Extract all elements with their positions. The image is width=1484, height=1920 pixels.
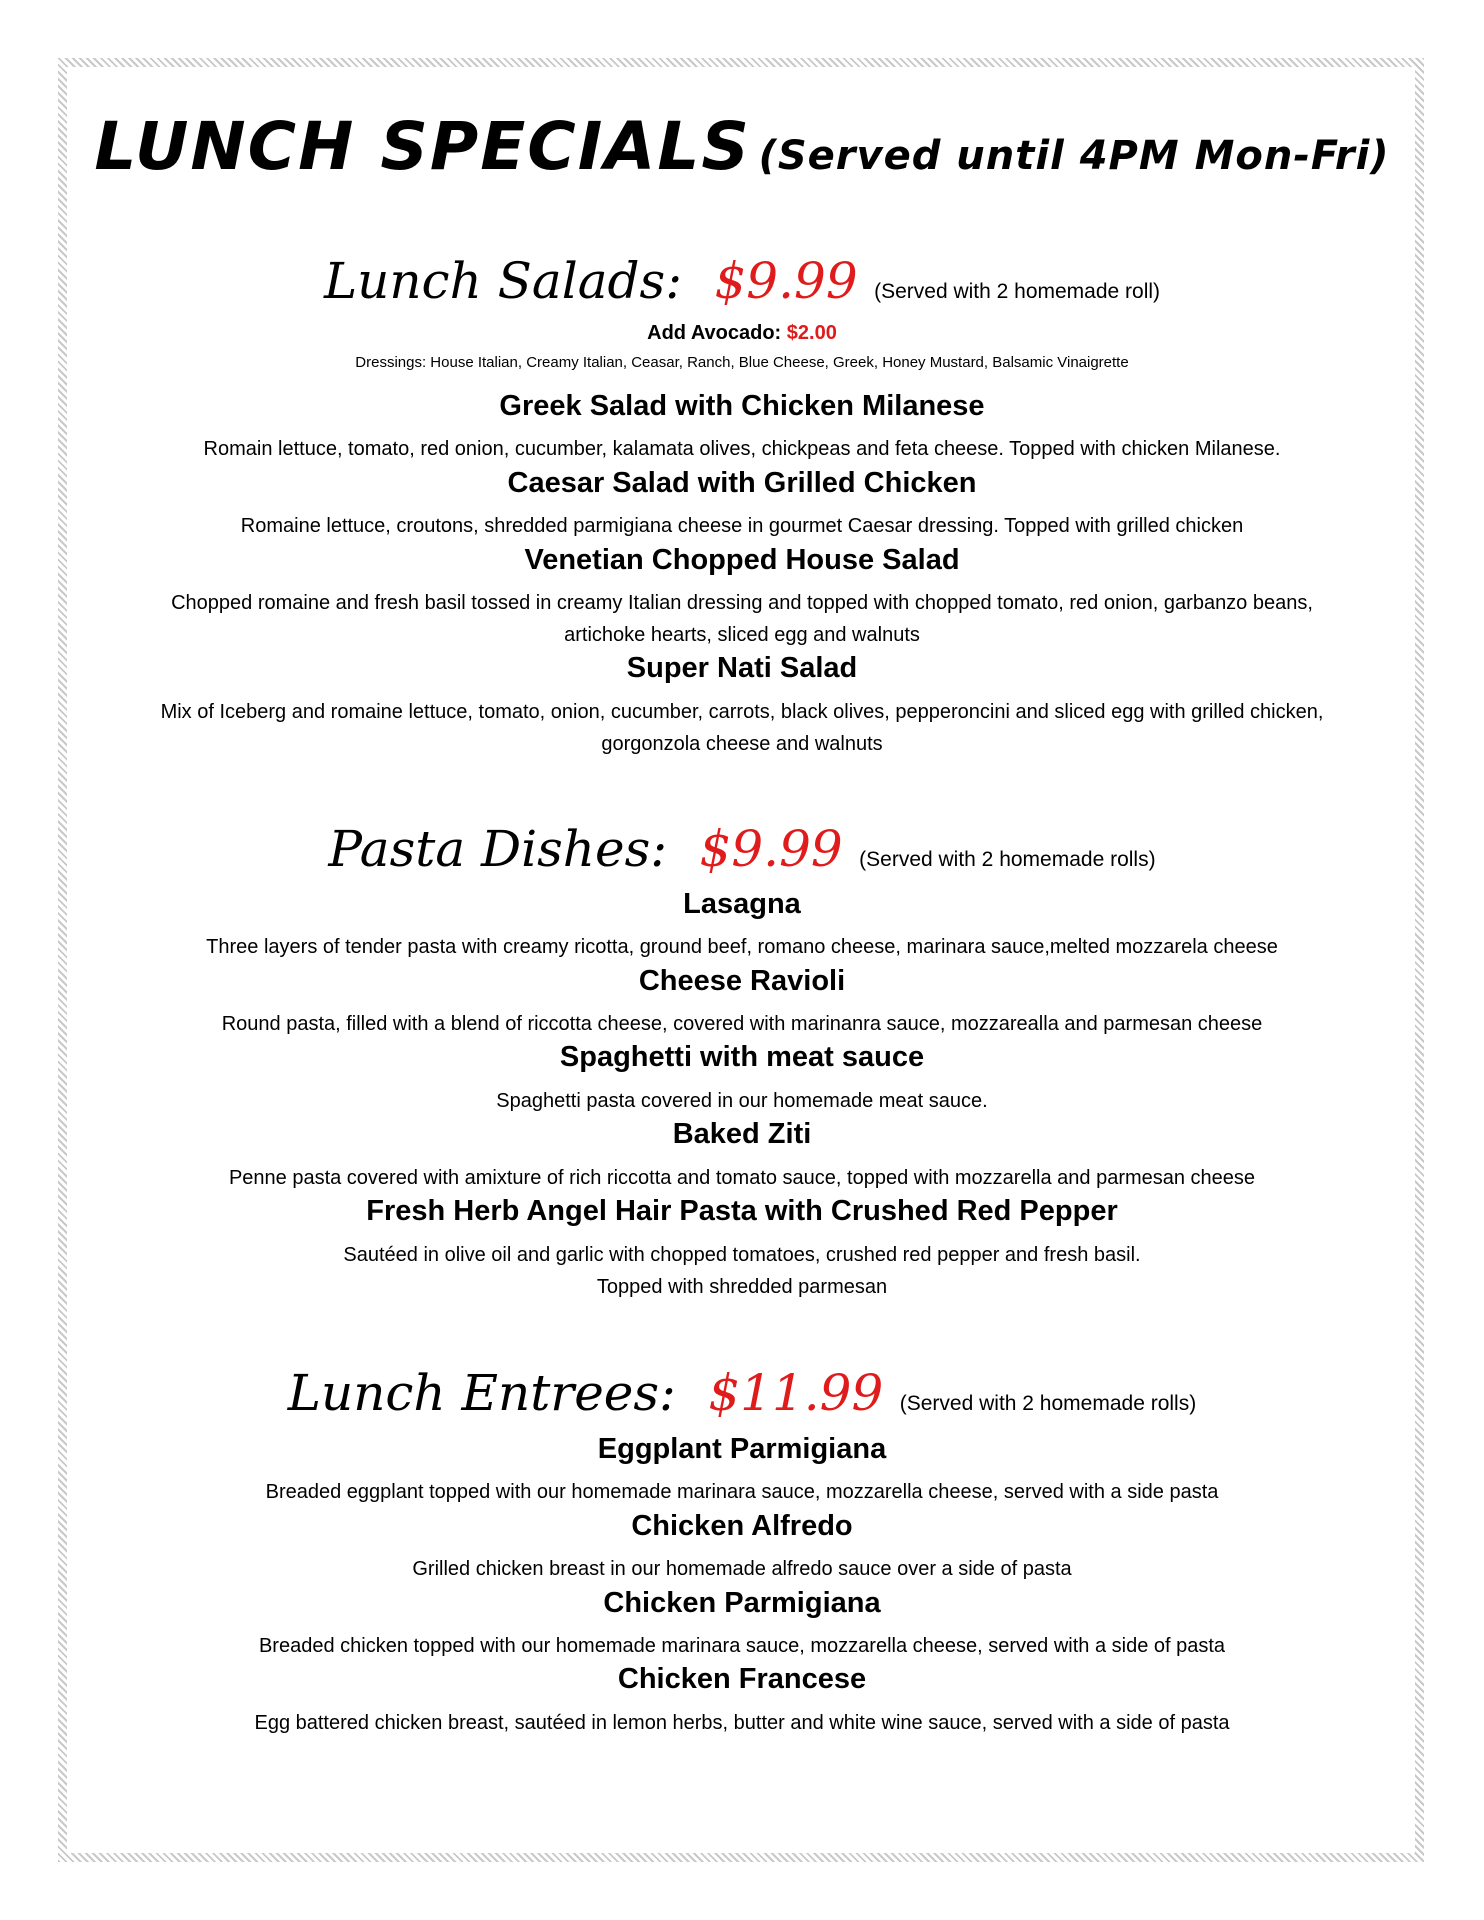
menu-item-desc: Sautéed in olive oil and garlic with chopped tomatoes, crushed red pepper and fresh basil. — [343, 1244, 1141, 1266]
avocado-addon — [0, 322, 1484, 345]
entrees-header — [0, 1364, 1484, 1422]
menu-item-desc: Penne pasta covered with amixture of rich riccotta and tomato sauce, topped with mozzarella and parmesan cheese — [228, 1167, 1256, 1189]
addon-label: Add Avocado: — [647, 322, 782, 344]
menu-item-name: Eggplant Parmigiana — [597, 1433, 887, 1465]
menu-item-desc: Chopped romaine and fresh basil tossed in creamy Italian dressing and topped with chopped tomato, red onion, garbanzo beans, — [171, 592, 1313, 614]
menu-item-name: Venetian Chopped House Salad — [524, 544, 960, 576]
menu-item-name: Chicken Francese — [617, 1663, 867, 1695]
menu-item-desc: Breaded eggplant topped with our homemade marinara sauce, mozzarella cheese, served with a side pasta — [265, 1481, 1219, 1503]
menu-item-desc: Breaded chicken topped with our homemade marinara sauce, mozzarella cheese, served with a side of pasta — [258, 1635, 1226, 1657]
menu-item-name: Caesar Salad with Grilled Chicken — [507, 467, 977, 499]
menu-item-desc: Topped with shredded parmesan — [596, 1276, 888, 1298]
menu-item-name: Fresh Herb Angel Hair Pasta with Crushed Red Pepper — [366, 1195, 1118, 1227]
menu-item-name: Super Nati Salad — [626, 652, 858, 684]
menu-item-desc: Spaghetti pasta covered in our homemade meat sauce. — [496, 1090, 988, 1112]
pasta-header — [0, 820, 1484, 878]
menu-item-desc: Round pasta, filled with a blend of riccotta cheese, covered with marinanra sauce, mozzarealla and parmesan cheese — [221, 1013, 1263, 1035]
menu-item-name: Greek Salad with Chicken Milanese — [499, 390, 985, 422]
salads-heading: Lunch Salads: — [323, 252, 683, 310]
pasta-note: (Served with 2 homemade rolls) — [859, 848, 1156, 871]
menu-item-desc: Egg battered chicken breast, sautéed in lemon herbs, butter and white wine sauce, served with a side of pasta — [254, 1712, 1230, 1734]
menu-item-desc: Grilled chicken breast in our homemade alfredo sauce over a side of pasta — [412, 1558, 1072, 1580]
title-main: LUNCH SPECIALS — [94, 108, 751, 185]
menu-item-desc: Three layers of tender pasta with creamy ricotta, ground beef, romano cheese, marinara sauce,melted mozzarela cheese — [206, 936, 1278, 958]
menu-item-name: Chicken Alfredo — [631, 1510, 853, 1542]
menu-item-desc: gorgonzola cheese and walnuts — [601, 733, 883, 755]
menu-item-name: Lasagna — [683, 888, 801, 920]
addon-price: $2.00 — [786, 322, 837, 344]
title-sub: (Served until 4PM Mon-Fri) — [758, 133, 1390, 179]
salads-header — [0, 252, 1484, 310]
entrees-heading: Lunch Entrees: — [287, 1364, 676, 1422]
menu-item-desc: Romain lettuce, tomato, red onion, cucumber, kalamata olives, chickpeas and feta cheese. Topped with chicken Milanese. — [203, 438, 1281, 460]
entrees-note: (Served with 2 homemade rolls) — [899, 1392, 1197, 1415]
menu-item-desc: artichoke hearts, sliced egg and walnuts — [564, 624, 920, 646]
salads-note: (Served with 2 homemade roll) — [874, 280, 1161, 303]
salads-price: $9.99 — [714, 252, 858, 310]
menu-item-desc: Mix of Iceberg and romaine lettuce, tomato, onion, cucumber, carrots, black olives, pepperoncini and sliced egg with grilled chicken, — [160, 701, 1324, 723]
page-title — [0, 108, 1484, 185]
dressings-list: Dressings: House Italian, Creamy Italian, Ceasar, Ranch, Blue Cheese, Greek, Honey Mustard, Balsamic Vinaigrette — [355, 354, 1129, 371]
entrees-price: $11.99 — [708, 1364, 884, 1422]
menu-item-name: Spaghetti with meat sauce — [559, 1041, 925, 1073]
pasta-price: $9.99 — [699, 820, 843, 878]
menu-item-name: Cheese Ravioli — [638, 965, 846, 997]
menu-item-desc: Romaine lettuce, croutons, shredded parmigiana cheese in gourmet Caesar dressing. Topped with grilled chicken — [240, 515, 1244, 537]
menu-item-name: Baked Ziti — [672, 1118, 812, 1150]
menu-item-name: Chicken Parmigiana — [603, 1587, 881, 1619]
pasta-heading: Pasta Dishes: — [328, 820, 668, 878]
